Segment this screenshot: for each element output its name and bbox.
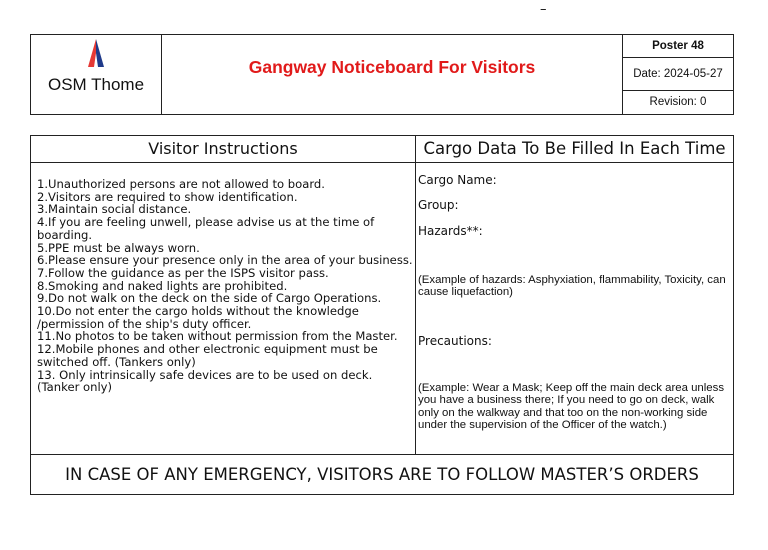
meta-cell xyxy=(623,35,733,114)
cargo-data-column xyxy=(416,136,733,454)
instruction-item: 13. Only intrinsically safe devices are to be used on deck.(Tanker only) xyxy=(37,367,373,395)
instruction-item: 4.If you are feeling unwell, please advise us at the time of boarding. xyxy=(37,215,375,242)
poster-date: Date: 2024-05-27 xyxy=(623,58,733,91)
instruction-item: 2.Visitors are required to show identification. xyxy=(37,189,298,204)
instructions-list xyxy=(37,178,413,394)
precautions-example: (Example: Wear a Mask; Keep off the main deck area unless you have a business there; If you need to go on deck, walk only on the walkway and that too on the non-working side under the supervision of the Officer of the watch.) xyxy=(418,382,725,432)
company-name: OSM Thome xyxy=(47,75,145,94)
instruction-item: 3.Maintain social distance. xyxy=(37,202,192,217)
instruction-item: 6.Please ensure your presence only in the area of your business. xyxy=(37,253,413,268)
title-cell xyxy=(162,35,623,114)
instruction-item: 10.Do not enter the cargo holds without the knowledge /permission of the ship's duty officer. xyxy=(37,304,359,331)
logo-cell xyxy=(31,35,162,114)
instruction-item: 7.Follow the guidance as per the ISPS visitor pass. xyxy=(37,265,329,280)
page-title: Gangway Noticeboard For Visitors xyxy=(248,57,536,77)
instruction-item: 5.PPE must be always worn. xyxy=(37,240,200,255)
emergency-footer: IN CASE OF ANY EMERGENCY, VISITORS ARE TO FOLLOW MASTER’S ORDERS xyxy=(31,454,733,495)
visitor-instructions-heading: Visitor Instructions xyxy=(31,136,415,163)
osm-logo-icon xyxy=(85,39,107,67)
main-table xyxy=(30,135,734,495)
poster-number: Poster 48 xyxy=(623,35,733,58)
instruction-item: 12.Mobile phones and other electronic equipment must be switched off. (Tankers only) xyxy=(37,342,378,369)
cargo-name-label: Cargo Name: xyxy=(418,173,497,187)
instruction-item: 9.Do not walk on the deck on the side of Cargo Operations. xyxy=(37,291,382,306)
instruction-item: 8.Smoking and naked lights are prohibited. xyxy=(37,278,288,293)
poster-revision: Revision: 0 xyxy=(649,96,707,108)
hazards-example: (Example of hazards: Asphyxiation, flammability, Toxicity, can cause liquefaction) xyxy=(418,274,726,299)
cargo-group-label: Group: xyxy=(418,198,459,212)
instruction-item: 11.No photos to be taken without permission from the Master. xyxy=(37,329,398,344)
cargo-data-heading: Cargo Data To Be Filled In Each Time xyxy=(416,136,733,163)
top-dash-mark: – xyxy=(540,2,547,17)
instruction-item: 1.Unauthorized persons are not allowed to board. xyxy=(37,177,325,191)
visitor-instructions-column xyxy=(31,136,416,454)
header-table xyxy=(30,34,734,115)
cargo-hazards-label: Hazards**: xyxy=(418,224,483,238)
cargo-precautions-label: Precautions: xyxy=(418,334,492,348)
